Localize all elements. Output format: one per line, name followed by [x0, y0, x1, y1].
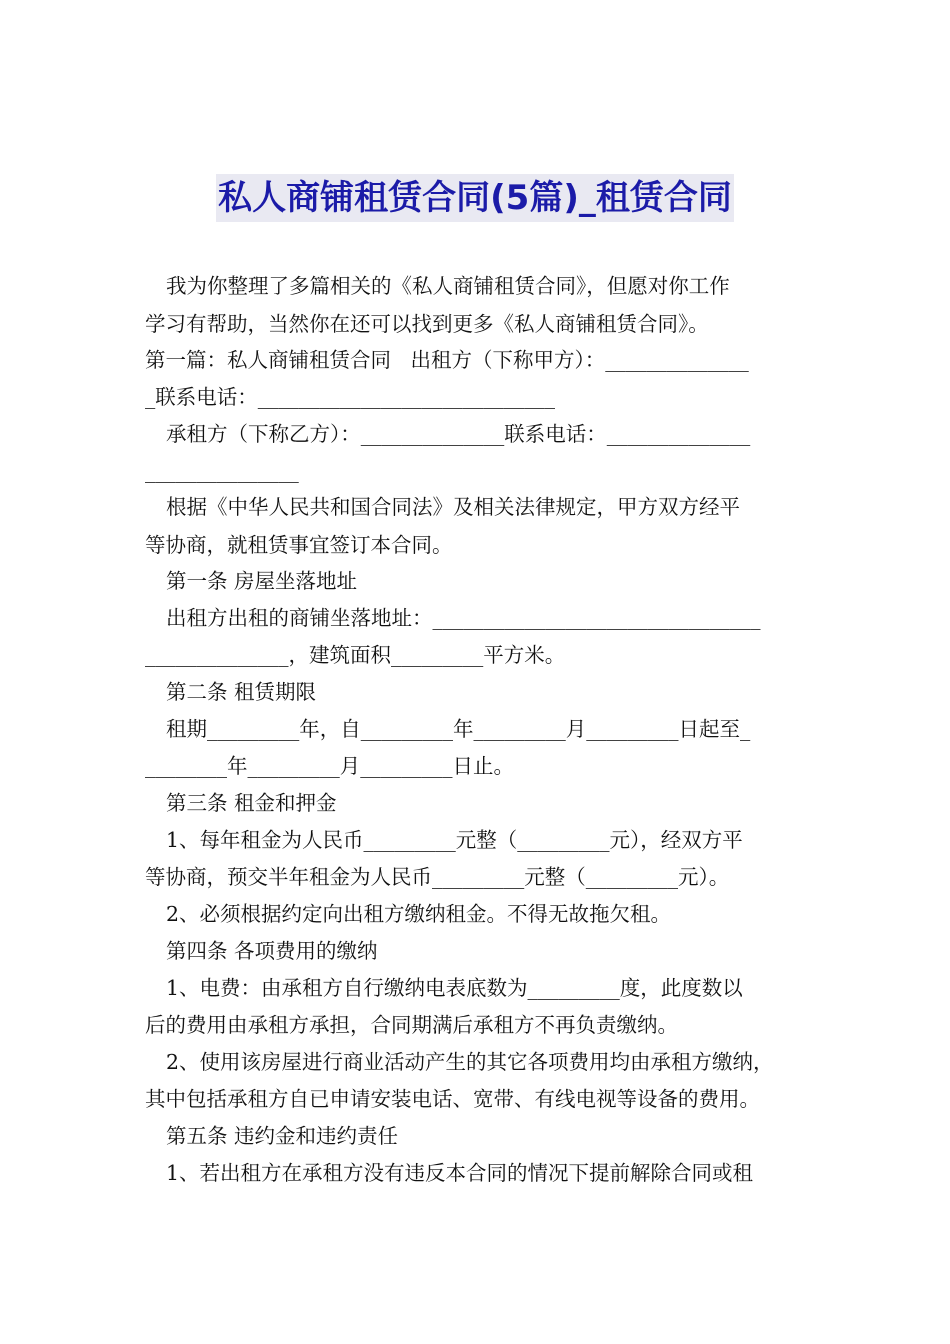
document-title: 私人商铺租赁合同(5篇)_租赁合同: [216, 174, 734, 222]
paragraph-line: 等协商，预交半年租金为人民币_________元整（_________元）。: [145, 865, 730, 889]
paragraph-line: _联系电话：_____________________________: [145, 385, 555, 409]
paragraph-line: 第一篇：私人商铺租赁合同 出租方（下称甲方）：______________: [145, 348, 749, 372]
paragraph-line: 1、每年租金为人民币_________元整（_________元），经双方平: [166, 828, 743, 852]
paragraph-line: 1、若出租方在承租方没有违反本合同的情况下提前解除合同或租: [166, 1161, 754, 1185]
section-heading: 第五条 违约金和违约责任: [166, 1124, 399, 1148]
paragraph-line: 其中包括承租方自已申请安装电话、宽带、有线电视等设备的费用。: [145, 1087, 760, 1111]
section-heading: 第一条 房屋坐落地址: [166, 569, 358, 593]
paragraph-line: 租期_________年，自_________年_________月_________日起至_: [166, 717, 751, 741]
paragraph-line: 后的费用由承租方承担，合同期满后承租方不再负责缴纳。: [145, 1013, 678, 1037]
paragraph-line: 学习有帮助，当然你在还可以找到更多《私人商铺租赁合同》。: [145, 312, 709, 336]
paragraph-line: ______________，建筑面积_________平方米。: [145, 643, 566, 667]
section-heading: 第三条 租金和押金: [166, 791, 337, 815]
paragraph-line: 我为你整理了多篇相关的《私人商铺租赁合同》，但愿对你工作: [166, 274, 730, 298]
paragraph-line: 1、电费：由承租方自行缴纳电表底数为_________度，此度数以: [166, 976, 743, 1000]
paragraph-line: 出租方出租的商铺坐落地址：________________________________: [166, 606, 761, 630]
section-heading: 第四条 各项费用的缴纳: [166, 939, 378, 963]
paragraph-line: ________年_________月_________日止。: [145, 754, 514, 778]
paragraph-line: 根据《中华人民共和国合同法》及相关法律规定，甲方双方经平: [166, 495, 740, 519]
document-title-wrap: [0, 174, 950, 222]
section-heading: 第二条 租赁期限: [166, 680, 317, 704]
paragraph-line: 2、使用该房屋进行商业活动产生的其它各项费用均由承租方缴纳，: [166, 1050, 774, 1074]
paragraph-line: 2、必须根据约定向出租方缴纳租金。不得无故拖欠租。: [166, 902, 672, 926]
paragraph-line: _______________: [145, 459, 299, 483]
paragraph-line: 等协商，就租赁事宜签订本合同。: [145, 533, 453, 557]
paragraph-line: 承租方（下称乙方）：______________联系电话：______________: [166, 422, 751, 446]
